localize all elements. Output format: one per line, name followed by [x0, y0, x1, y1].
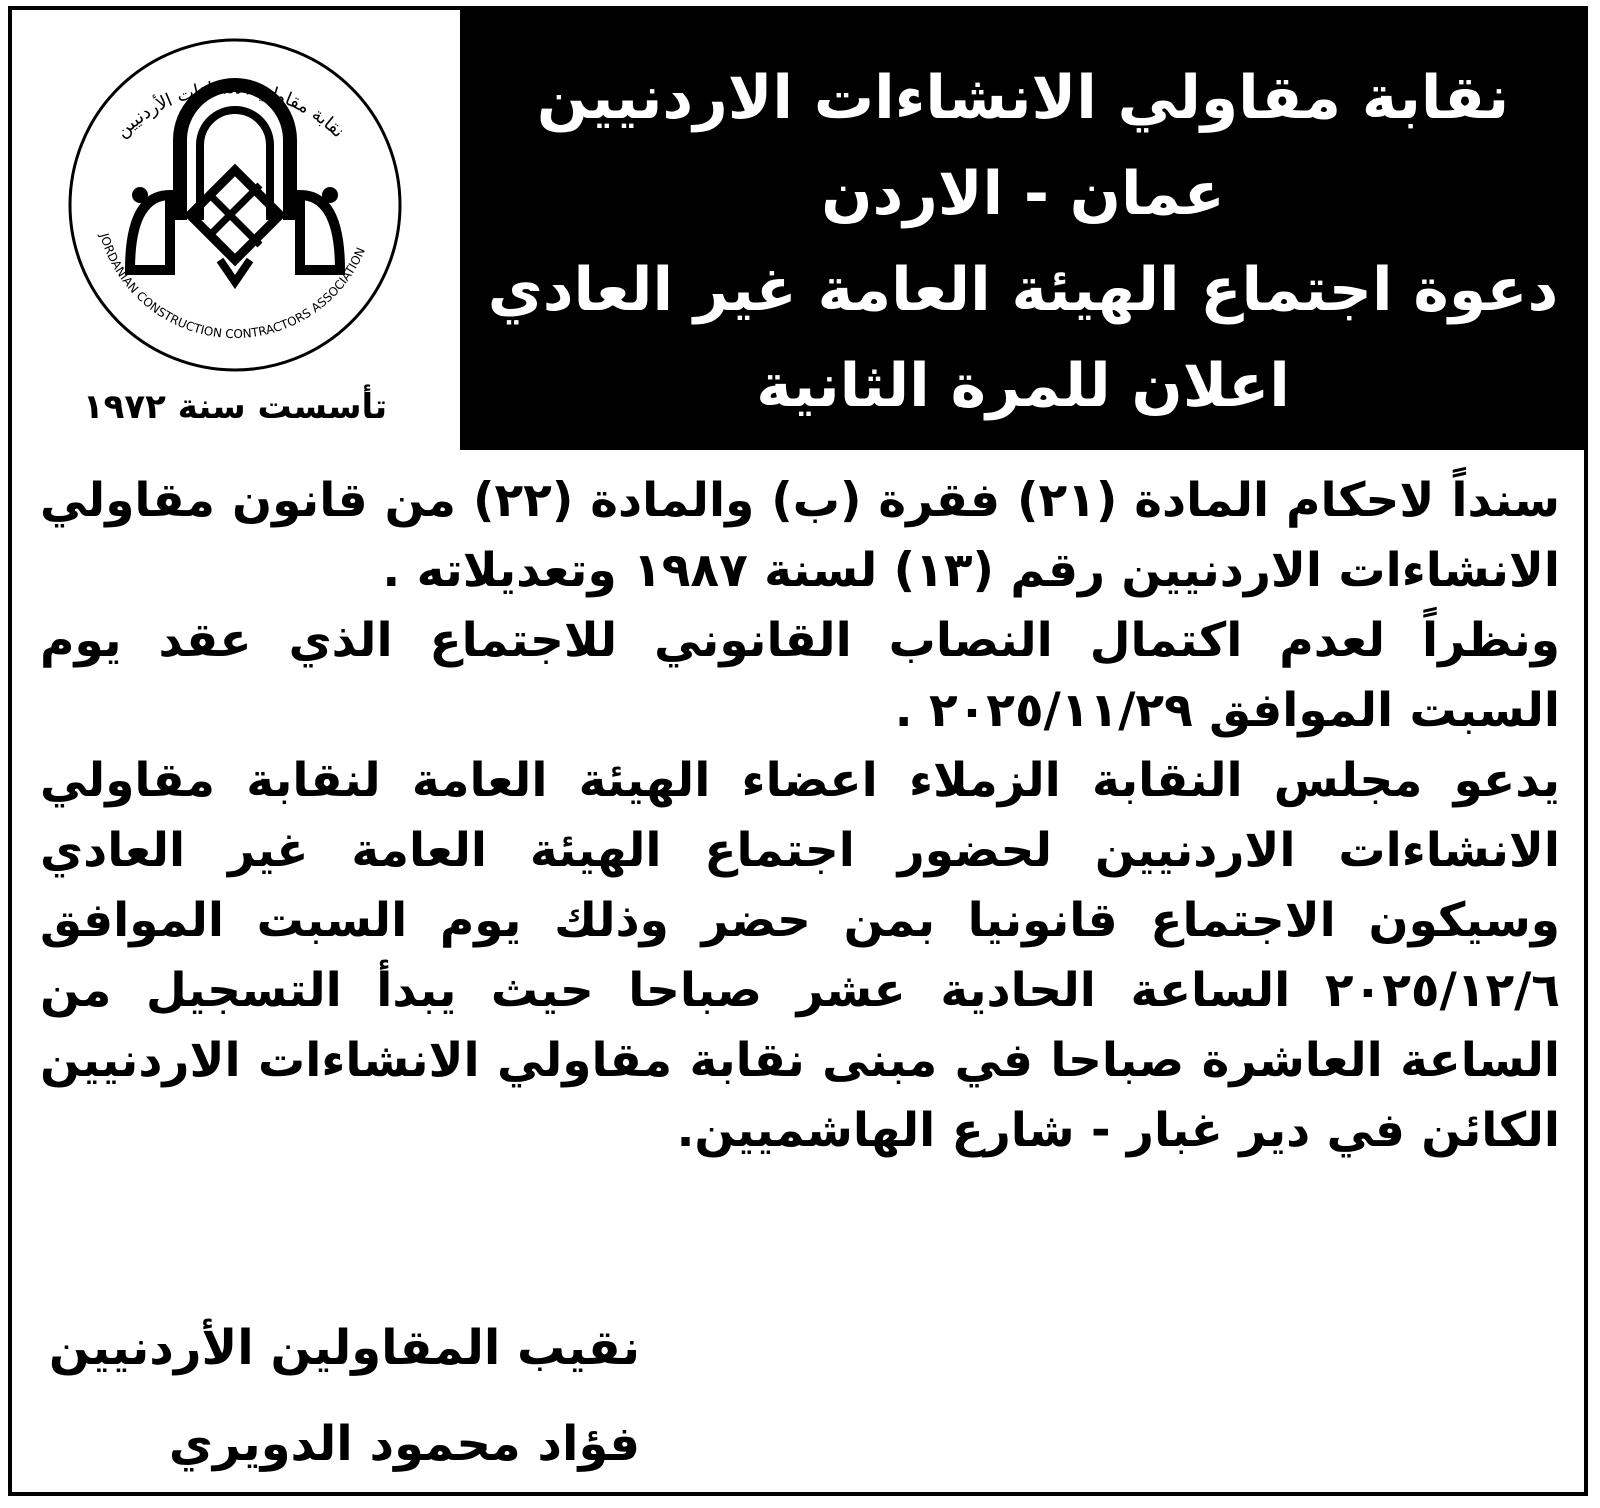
header-banner: [460, 10, 1586, 450]
logo-emblem-icon: [20, 20, 450, 440]
svg-text:JORDANIAN CONSTRUCTION CONTRAC: [97, 231, 368, 341]
header-meeting-invitation: دعوة اجتماع الهيئة العامة غير العادي: [487, 255, 1559, 325]
signature-block: [40, 1300, 640, 1492]
legal-basis-paragraph: سنداً لاحكام المادة (٢١) فقرة (ب) والمادة (٢٢) من قانون مقاولي الانشاءات الاردنيين رقم (١٣) لسنة ١٩٨٧ وتعديلاته .: [40, 473, 1560, 598]
quorum-paragraph: ونظراً لعدم اكتمال النصاب القانوني للاجتماع الذي عقد يوم السبت الموافق ٢٠٢٥/١١/٢٩ .: [40, 613, 1560, 738]
invitation-paragraph: يدعو مجلس النقابة الزملاء اعضاء الهيئة العامة لنقابة مقاولي الانشاءات الاردنيين لحضور اجتماع الهيئة العامة غير العادي وسيكون الاجتماع قانونيا بمن حضر وذلك يوم السبت الموافق ٢٠٢٥/١٢/٦ الساعة الحادية عشر صباحا حيث يبدأ التسجيل من الساعة العاشرة صباحا في مبنى نقابة مقاولي الانشاءات الاردنيين الكائن في دير غبار - شارع الهاشميين.: [40, 753, 1560, 1158]
signature-title: نقيب المقاولين الأردنيين: [48, 1320, 640, 1376]
logo-arabic-ring-text: نقابة مقاولي الانشاءات الأردنيين: [111, 77, 349, 143]
logo-founded-text: تأسست سنة ١٩٧٢: [82, 387, 388, 427]
header-second-announcement: اعلان للمرة الثانية: [756, 351, 1290, 421]
header-location: عمان - الاردن: [821, 159, 1225, 229]
header-association-name: نقابة مقاولي الانشاءات الاردنيين: [536, 63, 1510, 133]
signature-name: فؤاد محمود الدويري: [168, 1416, 640, 1472]
association-logo: [20, 20, 450, 440]
logo-english-ring-text: JORDANIAN CONSTRUCTION CONTRACTORS ASSOCIATION: [97, 231, 368, 342]
announcement-body: [40, 466, 1560, 1166]
